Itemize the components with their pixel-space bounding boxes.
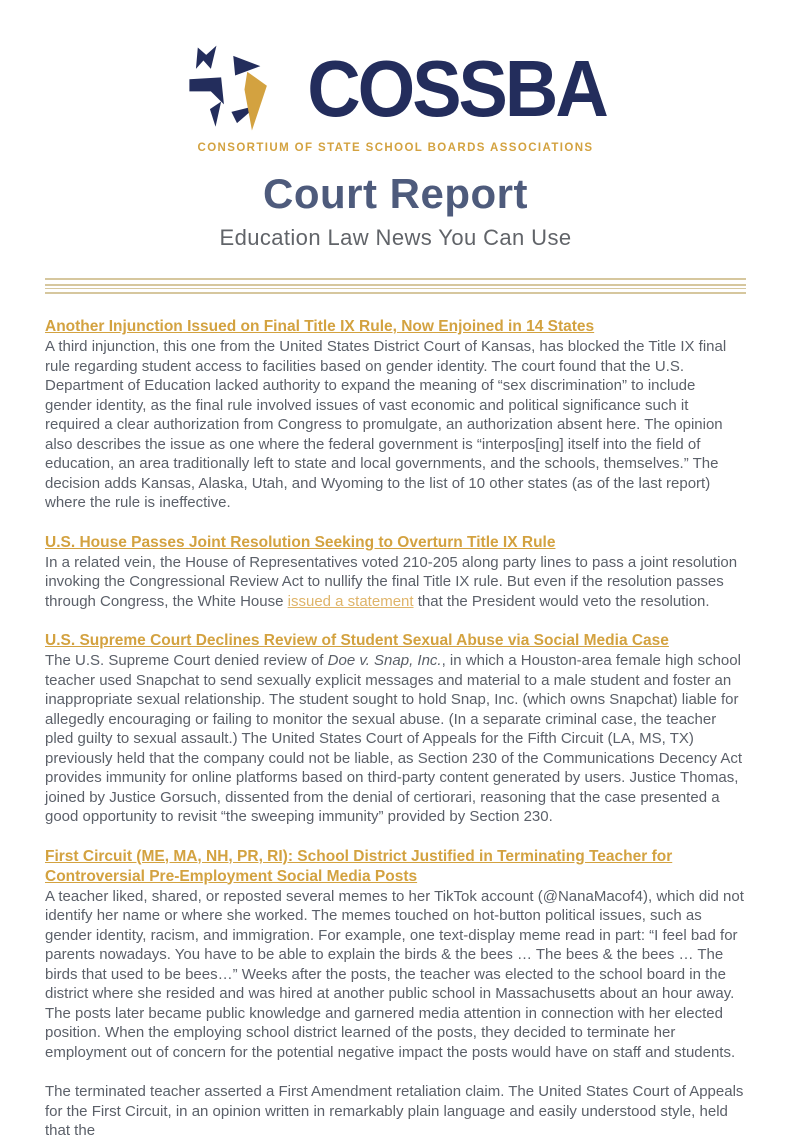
report-title: Court Report	[263, 170, 528, 217]
section-heading	[45, 533, 746, 553]
cossba-tagline: CONSORTIUM OF STATE SCHOOL BOARDS ASSOCIATIONS	[197, 142, 594, 154]
section-heading	[45, 847, 746, 887]
section-heading	[45, 631, 746, 651]
decorative-divider	[45, 278, 746, 294]
section-paragraph: A third injunction, this one from the United States District Court of Kansas, has blocked the Title IX final rule regarding student access to facilities based on gender identity. The court found that the U.S. Department of Education lacked authority to expand the meaning of “sex discrimination” to include gender identity, as the final rule involved issues of vast economic and political significance such it required a clear authorization from Congress to promulgate, an authorization absent here. The opinion also describes the issue as one where the federal government is “interpos[ing] itself into the field of education, an area traditionally left to state and local governments, and the schools, themselves.” The decision adds Kansas, Alaska, Utah, and Wyoming to the list of 10 other states (as of the last report) where the rule is ineffective.	[45, 338, 727, 511]
section-heading-link[interactable]: U.S. House Passes Joint Resolution Seeking to Overturn Title IX Rule	[45, 533, 556, 551]
section-paragraph	[45, 553, 746, 612]
masthead	[45, 40, 746, 251]
cossba-star-icon	[185, 40, 303, 138]
report-subtitle: Education Law News You Can Use	[219, 225, 572, 250]
section-heading-link[interactable]: U.S. Supreme Court Declines Review of Student Sexual Abuse via Social Media Case	[45, 632, 669, 649]
section-heading-link[interactable]: First Circuit (ME, MA, NH, PR, RI): School District Justified in Terminating Teacher for Controversial Pre-Employment Social Media Posts	[45, 847, 673, 885]
issued-statement-link[interactable]: issued a statement	[287, 592, 414, 610]
section-paragraph	[45, 651, 746, 827]
section-title-ix-injunction	[45, 317, 746, 513]
cossba-wordmark: COSSBA	[307, 43, 606, 134]
paragraph-text: The U.S. Supreme Court denied review of	[45, 652, 328, 669]
case-name: Doe v. Snap, Inc.	[327, 652, 442, 669]
paragraph-text: In a related vein, the House of Representatives voted 210-205 along party lines to pass a joint resolution invoking the Congressional Review Act to nullify the final Title IX rule. But even if the resolution passes through Congress, the White House	[45, 553, 738, 610]
section-supreme-court-snap	[45, 631, 746, 827]
section-first-circuit-teacher	[45, 847, 746, 1141]
paragraph-text: that the President would veto the resolution.	[413, 592, 710, 610]
section-paragraph: A teacher liked, shared, or reposted several memes to her TikTok account (@NanaMacof4), which did not identify her name or where she worked. The memes touched on hot-button political issues, such as gender identity, racism, and immigration. For example, one text-display meme read in part: “I feel bad for parents nowadays. You have to be able to explain the birds & the bees … The bees & the bees … The birds that used to be bees…” Weeks after the posts, the teacher was elected to the school board in the district where she resided and was hired at another public school in Massachusetts about an hour away. The posts later became public knowledge and garnered media attention in connection with her elected position. When the employing school district learned of the posts, they decided to terminate her employment out of concern for the potential negative impact the posts would have on staff and students.	[45, 887, 744, 1061]
section-heading	[45, 317, 746, 337]
section-heading-link[interactable]: Another Injunction Issued on Final Title IX Rule, Now Enjoined in 14 States	[45, 318, 595, 335]
paragraph-text: , in which a Houston-area female high school teacher used Snapchat to send sexually explicit messages and material to a male student and foster an inappropriate sexual relationship. The student sought to hold Snap, Inc. (which owns Snapchat) liable for allegedly encouraging or failing to monitor the sexual abuse. (In a separate criminal case, the teacher pled guilty to sexual assault.) The United States Court of Appeals for the Fifth Circuit (LA, MS, TX) previously held that the company could not be liable, as Section 230 of the Communications Decency Act provides immunity for online platforms based on third-party content generated by users. Justice Thomas, joined by Justice Gorsuch, dissented from the denial of certiorari, reasoning that the case presented a good opportunity to revisit “the sweeping immunity” provided by Section 230.	[45, 652, 743, 825]
cossba-logo	[45, 40, 746, 138]
section-house-resolution	[45, 533, 746, 612]
article-body	[45, 317, 746, 1141]
section-paragraph: The terminated teacher asserted a First Amendment retaliation claim. The United States Court of Appeals for the First Circuit, in an opinion written in remarkably plain language and easily understood style, held that the	[45, 1083, 744, 1139]
